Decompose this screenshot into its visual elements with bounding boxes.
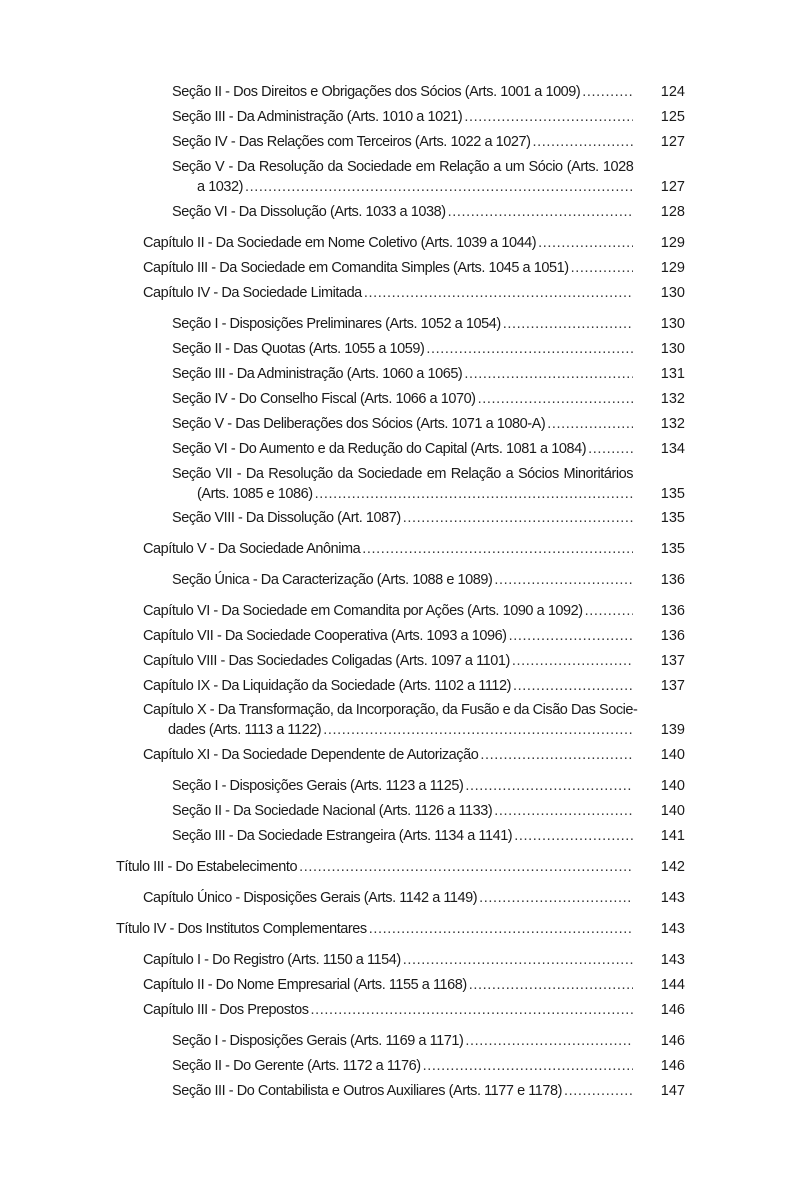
leader-dots [571, 258, 633, 278]
toc-entry [143, 233, 685, 253]
leader-dots [538, 233, 633, 253]
toc-entry [172, 107, 685, 127]
toc-page-number: 129 [660, 260, 685, 276]
toc-page-number: 132 [660, 391, 685, 407]
toc-page-number: 136 [660, 628, 685, 644]
toc-entry [172, 464, 685, 504]
leader-dots [311, 1000, 633, 1020]
leader-dots [509, 626, 633, 646]
toc-entry [172, 801, 685, 821]
toc-entry-text-line1: Seção VII - Da Resolução da Sociedade em Relação a Sócios Minoritários [172, 466, 634, 482]
toc-page-number: 129 [660, 235, 685, 251]
toc-entry-text: Seção III - Da Administração (Arts. 1060 a 1065) [172, 366, 463, 382]
toc-entry [172, 202, 685, 222]
toc-entry [143, 745, 685, 765]
toc-entry [172, 132, 685, 152]
toc-entry-text-line2: dades (Arts. 1113 a 1122) [168, 722, 322, 738]
toc-page-number: 137 [660, 653, 685, 669]
toc-entry-text-line1: Capítulo X - Da Transformação, da Incorporação, da Fusão e da Cisão Das Socie- [143, 702, 638, 718]
toc-entry [172, 1081, 685, 1101]
toc-entry [143, 539, 685, 559]
toc-entry-text: Seção III - Da Administração (Arts. 1010 a 1021) [172, 109, 463, 125]
leader-dots [403, 950, 633, 970]
leader-dots [480, 745, 633, 765]
toc-entry-text: Seção III - Do Contabilista e Outros Auxiliares (Arts. 1177 e 1178) [172, 1083, 563, 1099]
toc-entry-text: Seção II - Do Gerente (Arts. 1172 a 1176) [172, 1058, 421, 1074]
toc-entry [143, 676, 685, 696]
toc-entry-text: Capítulo III - Da Sociedade em Comandita Simples (Arts. 1045 a 1051) [143, 260, 569, 276]
toc-entry [172, 389, 685, 409]
leader-dots [299, 857, 633, 877]
toc-page-number: 141 [660, 828, 685, 844]
toc-page-number: 136 [660, 603, 685, 619]
toc-entry [143, 888, 685, 908]
toc-entry [172, 414, 685, 434]
toc-page-number: 130 [660, 316, 685, 332]
toc-page-number: 142 [660, 859, 685, 875]
toc-entry-text: Capítulo Único - Disposições Gerais (Arts. 1142 a 1149) [143, 890, 478, 906]
toc-entry-text: Seção II - Dos Direitos e Obrigações dos Sócios (Arts. 1001 a 1009) [172, 84, 581, 100]
leader-dots [478, 389, 633, 409]
toc-page-number: 143 [660, 921, 685, 937]
toc-entry [172, 826, 685, 846]
toc-page-number: 140 [660, 747, 685, 763]
leader-dots [513, 676, 633, 696]
toc-entry-text: Seção I - Disposições Gerais (Arts. 1123 a 1125) [172, 778, 464, 794]
toc-entry [172, 508, 685, 528]
toc-entry-text: Capítulo II - Da Sociedade em Nome Coletivo (Arts. 1039 a 1044) [143, 235, 537, 251]
toc-entry [172, 314, 685, 334]
leader-dots [582, 82, 633, 102]
toc-entry-text: Seção IV - Do Conselho Fiscal (Arts. 1066 a 1070) [172, 391, 476, 407]
toc-page-number: 127 [660, 179, 685, 195]
toc-entry [143, 950, 685, 970]
toc-entry [172, 157, 685, 197]
toc-entry-text: Seção I - Disposições Gerais (Arts. 1169 a 1171) [172, 1033, 464, 1049]
toc-entry-text: Capítulo IV - Da Sociedade Limitada [143, 285, 362, 301]
toc-entry-text: Capítulo V - Da Sociedade Anônima [143, 541, 361, 557]
toc-entry-text: Seção VI - Da Dissolução (Arts. 1033 a 1038) [172, 204, 446, 220]
toc-entry-text: Capítulo III - Dos Prepostos [143, 1002, 309, 1018]
toc-page-number: 146 [660, 1033, 685, 1049]
toc-entry-text: Seção I - Disposições Preliminares (Arts. 1052 a 1054) [172, 316, 501, 332]
toc-entry-text: Seção IV - Das Relações com Terceiros (Arts. 1022 a 1027) [172, 134, 531, 150]
leader-dots [369, 919, 633, 939]
toc-entry-text: Capítulo II - Do Nome Empresarial (Arts. 1155 a 1168) [143, 977, 467, 993]
toc-entry-text: Capítulo I - Do Registro (Arts. 1150 a 1154) [143, 952, 401, 968]
toc-page-number: 140 [660, 803, 685, 819]
toc-entry [172, 439, 685, 459]
toc-entry-text: Seção III - Da Sociedade Estrangeira (Arts. 1134 a 1141) [172, 828, 513, 844]
toc-entry [143, 601, 685, 621]
leader-dots [469, 975, 633, 995]
toc-entry [172, 570, 685, 590]
leader-dots [494, 801, 633, 821]
toc-page-number: 147 [660, 1083, 685, 1099]
toc-entry [116, 919, 685, 939]
leader-dots [494, 570, 633, 590]
toc-entry [143, 626, 685, 646]
toc-entry-text: Título III - Do Estabelecimento [116, 859, 298, 875]
toc-entry-text: Seção II - Das Quotas (Arts. 1055 a 1059) [172, 341, 425, 357]
leader-dots [479, 888, 633, 908]
leader-dots [464, 364, 633, 384]
toc-entry-text: Seção Única - Da Caracterização (Arts. 1088 e 1089) [172, 572, 493, 588]
toc-page-number: 124 [660, 84, 685, 100]
leader-dots [588, 439, 633, 459]
toc-page-number: 139 [660, 722, 685, 738]
toc-page-number: 132 [660, 416, 685, 432]
toc-entry [143, 651, 685, 671]
toc-page-number: 135 [660, 510, 685, 526]
toc-entry [172, 776, 685, 796]
toc-page-number: 136 [660, 572, 685, 588]
toc-entry-text: Capítulo IX - Da Liquidação da Sociedade (Arts. 1102 a 1112) [143, 678, 511, 694]
toc-page-number: 128 [660, 204, 685, 220]
toc-entry-text: Capítulo XI - Da Sociedade Dependente de Autorização [143, 747, 479, 763]
leader-dots [564, 1081, 633, 1101]
toc-entry-text-line1: Seção V - Da Resolução da Sociedade em Relação a um Sócio (Arts. 1028 [172, 159, 634, 175]
toc-entry-text: Capítulo VIII - Das Sociedades Coligadas (Arts. 1097 a 1101) [143, 653, 510, 669]
leader-dots [426, 339, 633, 359]
leader-dots [533, 132, 633, 152]
toc-entry [143, 700, 685, 740]
leader-dots [465, 1031, 633, 1051]
toc-entry [172, 1056, 685, 1076]
toc-entry [172, 339, 685, 359]
leader-dots [323, 720, 633, 740]
leader-dots [547, 414, 633, 434]
leader-dots [362, 539, 633, 559]
toc-page-number: 137 [660, 678, 685, 694]
leader-dots [585, 601, 633, 621]
toc-entry [172, 364, 685, 384]
toc-entry-text: Seção V - Das Deliberações dos Sócios (Arts. 1071 a 1080-A) [172, 416, 546, 432]
leader-dots [364, 283, 633, 303]
toc-entry-text: Capítulo VI - Da Sociedade em Comandita por Ações (Arts. 1090 a 1092) [143, 603, 583, 619]
leader-dots [315, 484, 633, 504]
toc-page-number: 135 [660, 486, 685, 502]
toc-entry-text: Seção VIII - Da Dissolução (Art. 1087) [172, 510, 401, 526]
toc-page-number: 125 [660, 109, 685, 125]
toc-entry-text: Capítulo VII - Da Sociedade Cooperativa (Arts. 1093 a 1096) [143, 628, 507, 644]
toc-page-number: 143 [660, 952, 685, 968]
toc-page-number: 146 [660, 1058, 685, 1074]
toc-entry-text-line2: (Arts. 1085 e 1086) [197, 486, 313, 502]
leader-dots [448, 202, 633, 222]
toc-page-number: 130 [660, 285, 685, 301]
leader-dots [512, 651, 633, 671]
toc-entry [143, 258, 685, 278]
toc-entry [172, 82, 685, 102]
leader-dots [464, 107, 633, 127]
toc-entry-text: Seção VI - Do Aumento e da Redução do Capital (Arts. 1081 a 1084) [172, 441, 587, 457]
toc-entry [143, 283, 685, 303]
toc-entry [172, 1031, 685, 1051]
toc-page-number: 130 [660, 341, 685, 357]
toc-entry-text: Seção II - Da Sociedade Nacional (Arts. 1126 a 1133) [172, 803, 493, 819]
toc-page-number: 134 [660, 441, 685, 457]
leader-dots [245, 177, 633, 197]
leader-dots [503, 314, 633, 334]
toc-page-number: 140 [660, 778, 685, 794]
toc-page-number: 127 [660, 134, 685, 150]
toc-page-number: 146 [660, 1002, 685, 1018]
toc-page-number: 143 [660, 890, 685, 906]
toc-page-number: 135 [660, 541, 685, 557]
leader-dots [403, 508, 633, 528]
toc-entry [143, 1000, 685, 1020]
leader-dots [423, 1056, 633, 1076]
toc-page-number: 131 [660, 366, 685, 382]
toc-entry [143, 975, 685, 995]
toc-page-number: 144 [660, 977, 685, 993]
toc-entry [116, 857, 685, 877]
leader-dots [514, 826, 633, 846]
toc-entry-text: Título IV - Dos Institutos Complementares [116, 921, 367, 937]
toc-entry-text-line2: a 1032) [197, 179, 244, 195]
leader-dots [465, 776, 633, 796]
